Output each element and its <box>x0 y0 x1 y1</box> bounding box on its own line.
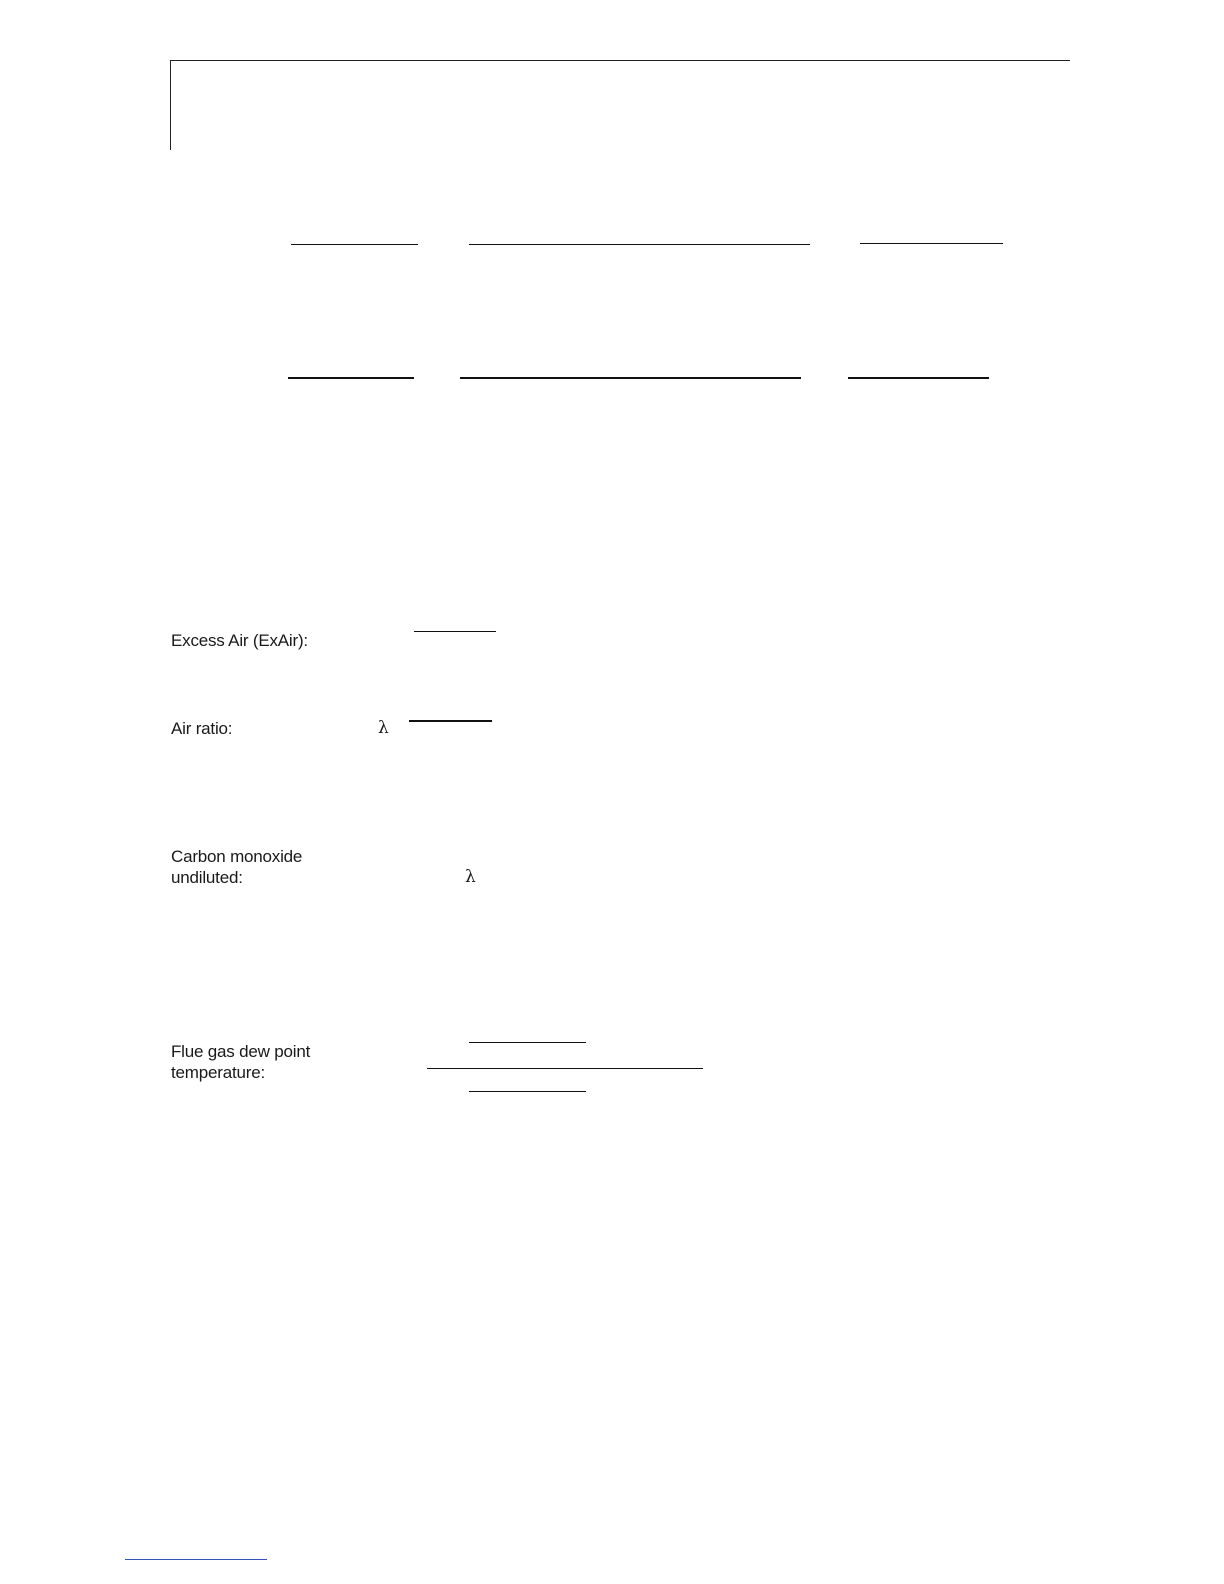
carbon-monoxide-label-line1: Carbon monoxide <box>171 847 303 866</box>
formula-2-fraction-line-a <box>288 377 414 379</box>
air-ratio-fraction-line <box>409 720 492 722</box>
dew-point-lower-fraction-line <box>469 1091 586 1092</box>
air-ratio-lambda-symbol: λ <box>378 718 389 738</box>
dew-point-label-line1: Flue gas dew point <box>171 1042 311 1061</box>
dew-point-upper-fraction-line <box>469 1042 586 1043</box>
air-ratio-label: Air ratio: <box>171 719 233 738</box>
carbon-monoxide-lambda-symbol: λ <box>465 867 476 887</box>
header-frame-top-border <box>170 60 1070 61</box>
formula-2-fraction-line-b <box>460 377 801 379</box>
footnote-separator-line <box>125 1559 267 1560</box>
dew-point-main-fraction-line <box>427 1068 703 1069</box>
formula-1-fraction-line-a <box>291 244 418 245</box>
formula-2-fraction-line-c <box>848 377 989 379</box>
formula-1-fraction-line-c <box>860 243 1003 244</box>
carbon-monoxide-label-line2: undiluted: <box>171 868 243 887</box>
excess-air-fraction-line <box>414 631 496 632</box>
formula-1-fraction-line-b <box>469 244 810 245</box>
dew-point-label-line2: temperature: <box>171 1063 265 1082</box>
header-frame-left-border <box>170 60 171 150</box>
excess-air-label: Excess Air (ExAir): <box>171 631 308 650</box>
